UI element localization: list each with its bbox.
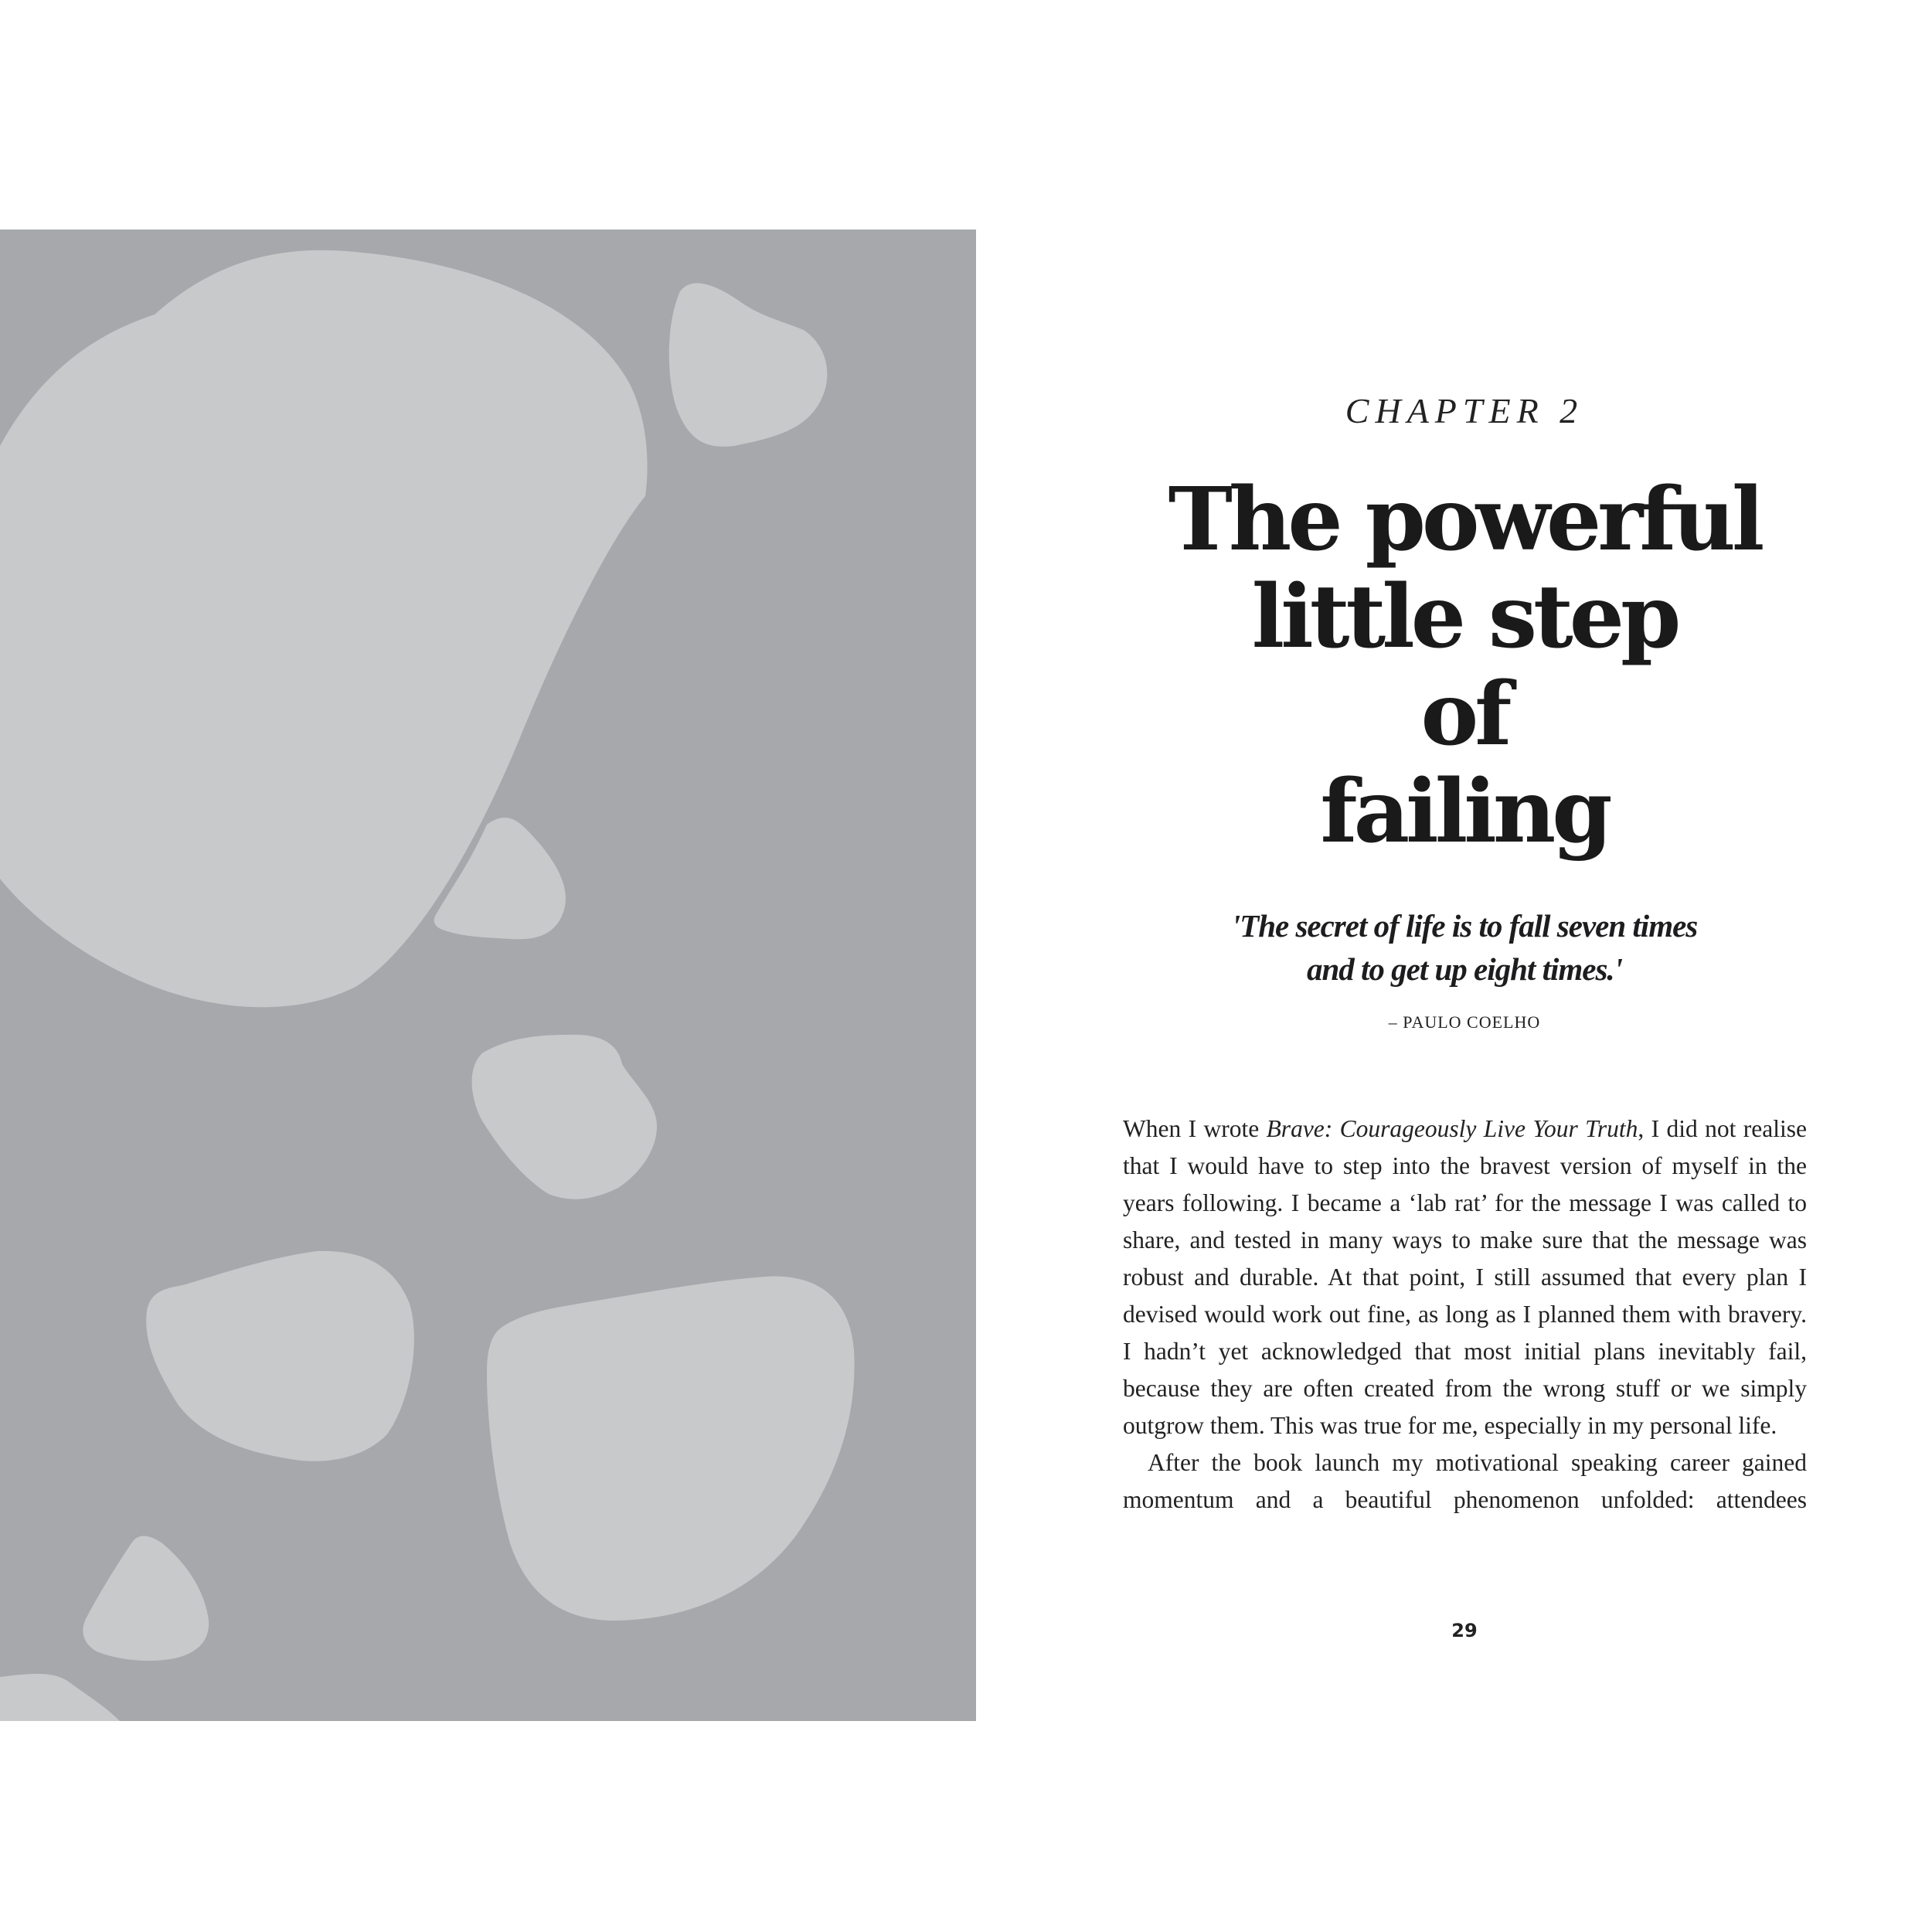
chapter-title-line: of xyxy=(1420,664,1509,765)
chapter-title xyxy=(1097,471,1832,861)
chapter-title-line: little step xyxy=(1251,566,1678,668)
chapter-title-line: failing xyxy=(1320,761,1609,862)
pebble-illustration xyxy=(0,230,976,1721)
epigraph-line: 'The secret of life is to fall seven times xyxy=(1231,908,1698,944)
epigraph-line: and to get up eight times.' xyxy=(1306,951,1623,987)
body-paragraph-rest: , I did not realise that I would have to step into the bravest version of myself in the years following. I became a ‘lab rat’ for the message I was called to share, and tested in many ways to make sure that the message was robust and durable. At that point, I still assumed that every plan I devised would work out fine, as long as I planned them with bravery. I hadn’t yet acknowledged that most initial plans inevitably fail, because they are often created from the wrong stuff or we simply outgrow them. This was true for me, especially in my personal life. xyxy=(1123,1115,1807,1439)
chapter-label: CHAPTER 2 xyxy=(1345,391,1584,430)
text-page xyxy=(1097,0,1832,1932)
chapter-title-line: The powerful xyxy=(1168,469,1761,570)
body-paragraph: After the book launch my motivational speaking career gained momentum and a beautiful phenomenon unfolded: attendees xyxy=(1123,1449,1807,1513)
decorative-pebble-panel xyxy=(0,230,976,1721)
epigraph-quote xyxy=(1097,904,1832,991)
epigraph-attribution: – PAULO COELHO xyxy=(1388,1012,1541,1032)
page-number: 29 xyxy=(1451,1620,1478,1641)
book-title: Brave: Courageously Live Your Truth xyxy=(1266,1115,1638,1142)
body-text xyxy=(1123,1111,1807,1519)
body-paragraph xyxy=(1123,1111,1807,1444)
body-paragraph-lead: When I wrote xyxy=(1123,1115,1267,1142)
